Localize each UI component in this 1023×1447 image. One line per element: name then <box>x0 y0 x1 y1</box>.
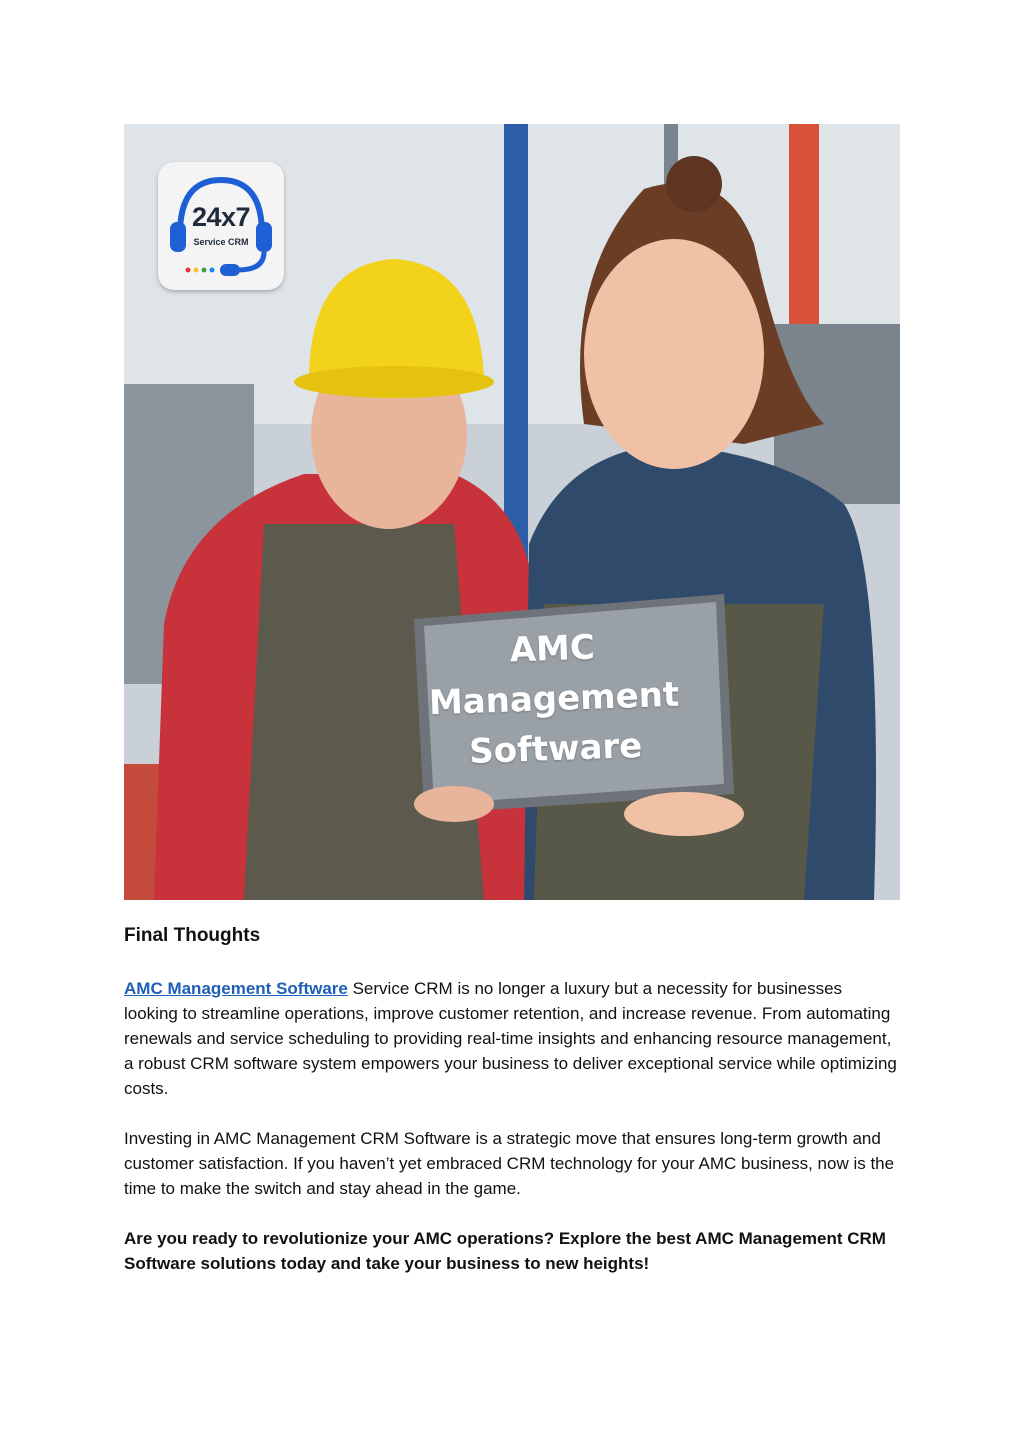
brand-logo <box>158 162 284 290</box>
tablet-line: Management <box>428 674 680 724</box>
tablet-line: AMC <box>509 627 596 671</box>
paragraph-intro <box>124 976 900 1101</box>
tablet-screen-text <box>411 619 696 779</box>
paragraph-intro-text: Service CRM is no longer a luxury but a necessity for businesses looking to streamline operations, improve customer retention, and increase revenue. From automating renewals and service scheduling to providing real-time insights and enhancing resource management, a robust CRM software system empowers your business to deliver exceptional service while optimizing costs. <box>124 979 897 1098</box>
section-heading: Final Thoughts <box>124 925 261 946</box>
amc-software-link[interactable]: AMC Management Software <box>124 979 348 998</box>
tablet-line: Software <box>468 725 643 772</box>
logo-sub-text: Service CRM <box>193 237 249 247</box>
hero-image <box>124 124 900 900</box>
logo-main-text: 24x7 <box>191 202 251 232</box>
paragraph-investing: Investing in AMC Management CRM Software is a strategic move that ensures long-term growth and customer satisfaction. If you haven’t yet embraced CRM technology for your AMC business, now is the time to make the switch and stay ahead in the game. <box>124 1129 895 1198</box>
paragraph-cta: Are you ready to revolutionize your AMC operations? Explore the best AMC Management CRM Software solutions today and take your business to new heights! <box>124 1229 886 1273</box>
